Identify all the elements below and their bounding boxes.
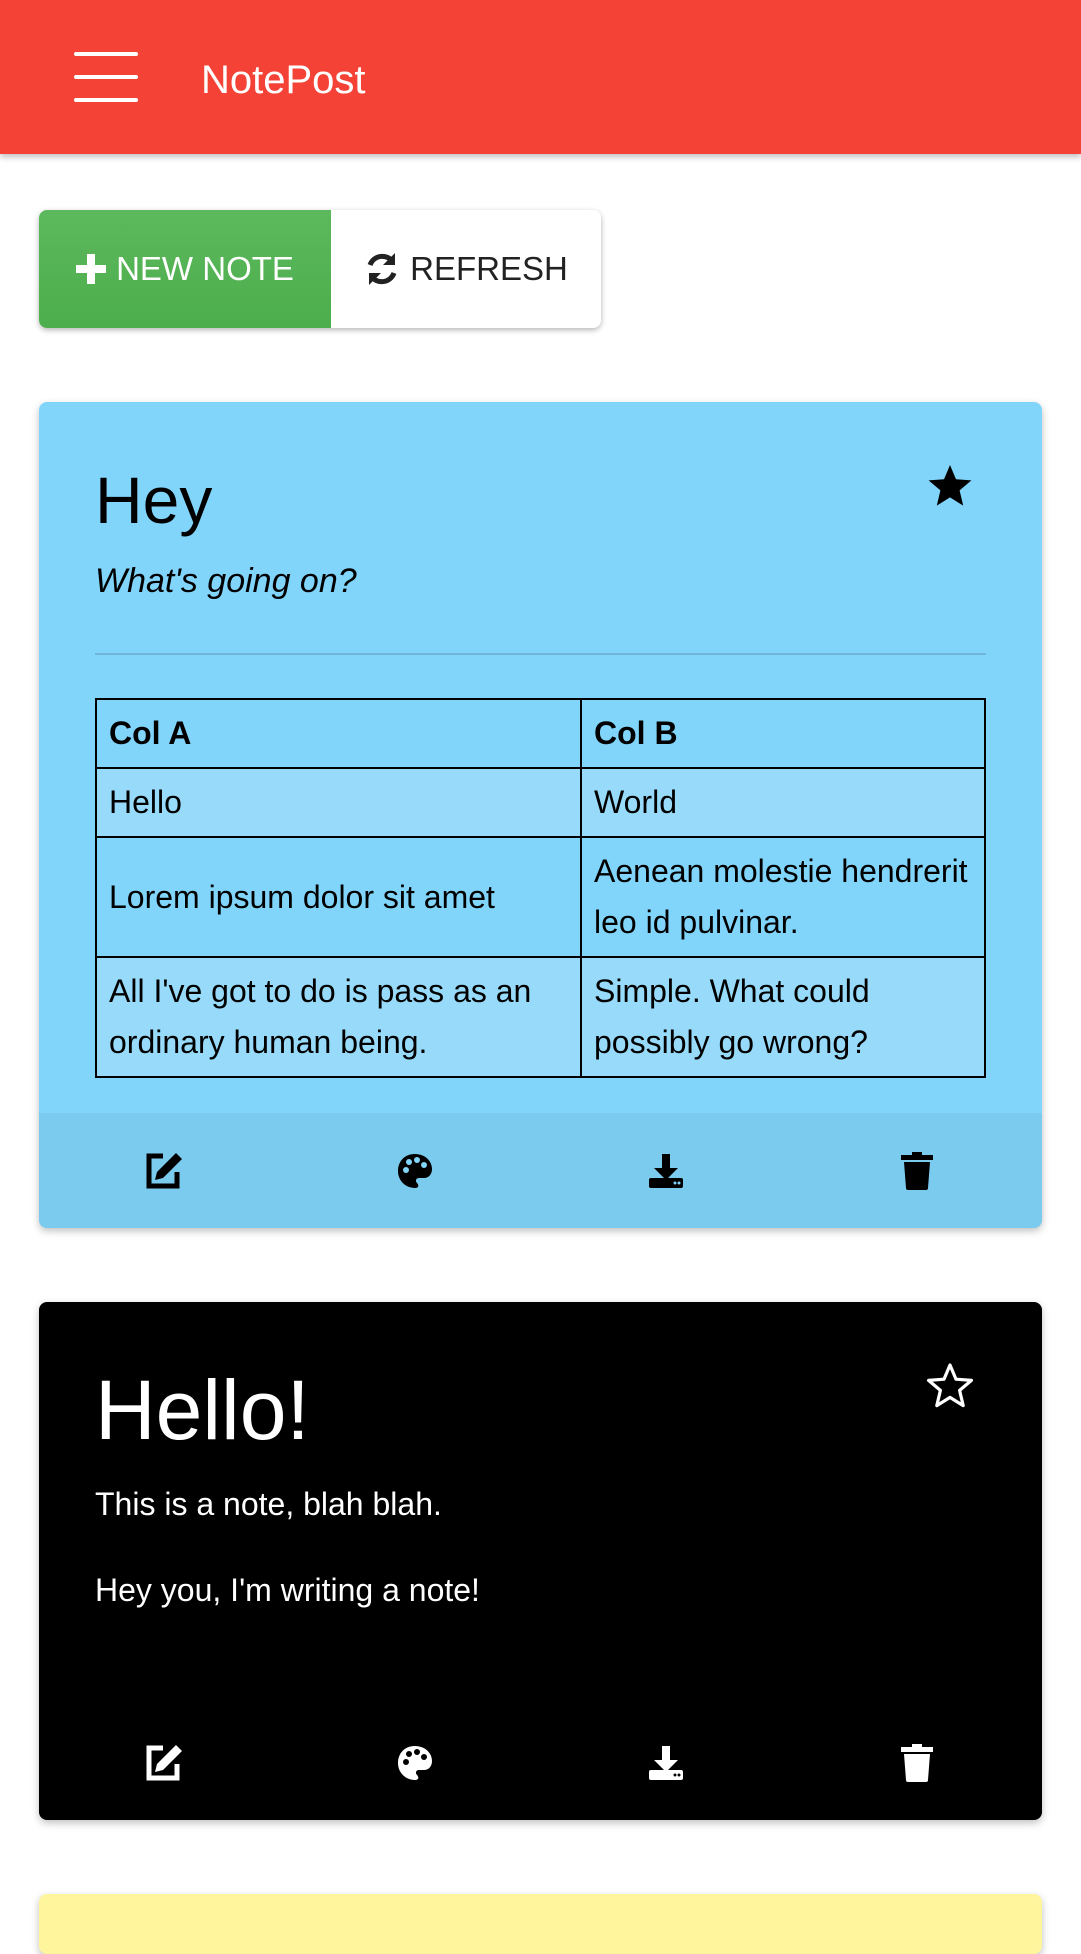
new-note-button[interactable]	[39, 210, 331, 328]
plus-icon	[76, 254, 106, 284]
download-icon	[647, 1152, 685, 1190]
card-actions	[39, 1705, 1042, 1820]
note-card	[39, 1302, 1042, 1820]
edit-button[interactable]	[39, 1150, 290, 1192]
note-table	[95, 698, 986, 1078]
trash-icon	[901, 1744, 933, 1782]
table-cell: Aenean molestie hendrerit leo id pulvinar.	[581, 837, 985, 957]
delete-button[interactable]	[791, 1744, 1042, 1782]
new-note-label: NEW NOTE	[116, 250, 294, 287]
download-icon	[647, 1744, 685, 1782]
edit-icon	[143, 1150, 185, 1192]
table-cell: Hello	[96, 768, 581, 837]
note-paragraph: Hey you, I'm writing a note!	[95, 1572, 480, 1608]
table-row	[96, 957, 985, 1077]
table-cell: All I've got to do is pass as an ordinary human being.	[96, 957, 581, 1077]
note-title: Hey	[95, 463, 213, 537]
color-button[interactable]	[290, 1152, 541, 1190]
table-row	[96, 768, 985, 837]
palette-icon	[396, 1744, 434, 1782]
note-subtitle: What's going on?	[95, 562, 357, 600]
star-outline-icon[interactable]	[926, 1362, 974, 1410]
palette-icon	[396, 1152, 434, 1190]
note-card	[39, 402, 1042, 1228]
divider	[95, 653, 986, 655]
note-card	[39, 1894, 1042, 1954]
table-header-cell: Col A	[96, 699, 581, 768]
refresh-icon	[364, 251, 400, 287]
refresh-button[interactable]	[331, 210, 601, 328]
table-header-row	[96, 699, 985, 768]
star-icon[interactable]	[926, 462, 974, 510]
table-row	[96, 837, 985, 957]
refresh-label: REFRESH	[410, 250, 568, 287]
card-actions	[39, 1113, 1042, 1228]
app-title: NotePost	[201, 58, 366, 102]
table-cell: Simple. What could possibly go wrong?	[581, 957, 985, 1077]
edit-icon	[143, 1742, 185, 1784]
menu-icon[interactable]	[74, 52, 138, 102]
note-paragraph: This is a note, blah blah.	[95, 1486, 442, 1522]
download-button[interactable]	[541, 1152, 792, 1190]
trash-icon	[901, 1152, 933, 1190]
download-button[interactable]	[541, 1744, 792, 1782]
color-button[interactable]	[290, 1744, 541, 1782]
table-header-cell: Col B	[581, 699, 985, 768]
note-title: Hello!	[95, 1363, 310, 1457]
delete-button[interactable]	[791, 1152, 1042, 1190]
toolbar	[39, 210, 601, 328]
edit-button[interactable]	[39, 1742, 290, 1784]
app-bar	[0, 0, 1081, 154]
table-cell: Lorem ipsum dolor sit amet	[96, 837, 581, 957]
table-cell: World	[581, 768, 985, 837]
